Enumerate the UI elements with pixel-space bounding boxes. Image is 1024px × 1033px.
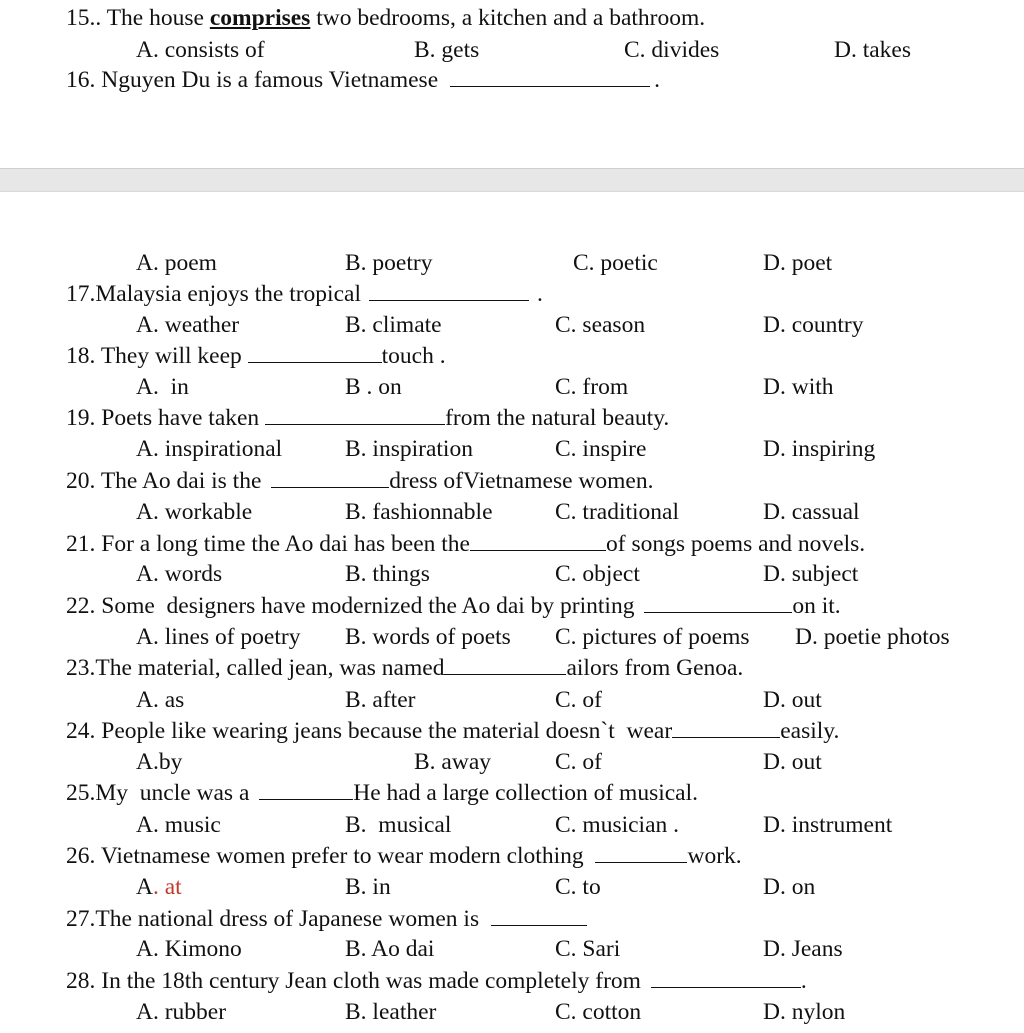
keyword: comprises <box>209 5 311 31</box>
option-22-a[interactable]: A. lines of poetry <box>136 624 301 650</box>
option-24-b[interactable]: B. away <box>414 749 492 775</box>
option-21-b[interactable]: B. things <box>345 561 430 587</box>
option-25-b[interactable]: B. musical <box>345 812 452 838</box>
option-27-b[interactable]: B. Ao dai <box>345 936 435 962</box>
question-19: 19. Poets have taken from the natural beauty. <box>66 405 670 431</box>
answer-blank[interactable] <box>672 719 780 738</box>
question-25: 25.My uncle was a He had a large collection of musical. <box>66 780 699 806</box>
option-28-d[interactable]: D. nylon <box>763 999 846 1025</box>
answer-blank[interactable] <box>644 594 792 613</box>
option-23-c[interactable]: C. of <box>555 687 602 713</box>
option-25-d[interactable]: D. instrument <box>763 812 893 838</box>
answer-blank[interactable] <box>271 469 389 488</box>
option-17-c[interactable]: C. season <box>555 312 646 338</box>
option-20-a[interactable]: A. workable <box>136 499 253 525</box>
question-26: 26. Vietnamese women prefer to wear modern clothing work. <box>66 843 742 869</box>
option-22-b[interactable]: B. words of poets <box>345 624 511 650</box>
answer-blank[interactable] <box>259 781 353 800</box>
option-24-d[interactable]: D. out <box>763 749 822 775</box>
option-19-c[interactable]: C. inspire <box>555 436 647 462</box>
question-15: 15.. The house comprises two bedrooms, a kitchen and a bathroom. <box>66 5 706 31</box>
option-25-a[interactable]: A. music <box>136 812 221 838</box>
option-15-d[interactable]: D. takes <box>834 37 912 63</box>
option-19-b[interactable]: B. inspiration <box>345 436 473 462</box>
option-28-c[interactable]: C. cotton <box>555 999 642 1025</box>
option-16-a[interactable]: A. poem <box>136 250 217 276</box>
option-18-a[interactable]: A. in <box>136 374 189 400</box>
option-18-d[interactable]: D. with <box>763 374 834 400</box>
option-24-c[interactable]: C. of <box>555 749 602 775</box>
option-15-c[interactable]: C. divides <box>624 37 720 63</box>
option-15-b[interactable]: B. gets <box>414 37 480 63</box>
option-23-b[interactable]: B. after <box>345 687 416 713</box>
option-18-b[interactable]: B . on <box>345 374 402 400</box>
option-15-a[interactable]: A. consists of <box>136 37 265 63</box>
answer-blank[interactable] <box>595 844 687 863</box>
option-21-a[interactable]: A. words <box>136 561 223 587</box>
option-27-d[interactable]: D. Jeans <box>763 936 843 962</box>
option-18-c[interactable]: C. from <box>555 374 629 400</box>
option-20-d[interactable]: D. cassual <box>763 499 860 525</box>
question-22: 22. Some designers have modernized the Ao dai by printing on it. <box>66 593 841 619</box>
option-23-d[interactable]: D. out <box>763 687 822 713</box>
option-26-c[interactable]: C. to <box>555 874 601 900</box>
option-20-b[interactable]: B. fashionnable <box>345 499 493 525</box>
option-23-a[interactable]: A. as <box>136 687 185 713</box>
answer-blank[interactable] <box>491 907 587 926</box>
option-22-d[interactable]: D. poetie photos <box>795 624 950 650</box>
question-24: 24. People like wearing jeans because the material doesn`t wear easily. <box>66 718 840 744</box>
answer-blank[interactable] <box>265 406 445 425</box>
option-16-d[interactable]: D. poet <box>763 250 833 276</box>
question-20: 20. The Ao dai is the dress ofVietnamese women. <box>66 468 654 494</box>
option-26-b[interactable]: B. in <box>345 874 391 900</box>
answer-blank[interactable] <box>470 532 606 551</box>
option-24-a[interactable]: A.by <box>136 749 183 775</box>
answer-blank[interactable] <box>651 969 801 988</box>
option-25-c[interactable]: C. musician . <box>555 812 680 838</box>
option-26-d[interactable]: D. on <box>763 874 816 900</box>
option-22-c[interactable]: C. pictures of poems <box>555 624 750 650</box>
option-16-c[interactable]: C. poetic <box>573 250 658 276</box>
answer-blank[interactable] <box>248 344 382 363</box>
option-20-c[interactable]: C. traditional <box>555 499 680 525</box>
answer-blank[interactable] <box>444 656 566 675</box>
option-21-c[interactable]: C. object <box>555 561 640 587</box>
option-28-a[interactable]: A. rubber <box>136 999 227 1025</box>
question-28: 28. In the 18th century Jean cloth was made completely from . <box>66 968 807 994</box>
question-16: 16. Nguyen Du is a famous Vietnamese . <box>66 67 660 93</box>
question-27: 27.The national dress of Japanese women is <box>66 905 587 933</box>
answer-blank[interactable] <box>450 68 650 87</box>
question-23: 23.The material, called jean, was named ailors from Genoa. <box>66 655 744 681</box>
option-17-d[interactable]: D. country <box>763 312 864 338</box>
option-17-b[interactable]: B. climate <box>345 312 442 338</box>
question-17: 17.Malaysia enjoys the tropical . <box>66 281 543 307</box>
answer-blank[interactable] <box>369 282 529 301</box>
option-27-c[interactable]: C. Sari <box>555 936 621 962</box>
option-16-b[interactable]: B. poetry <box>345 250 433 276</box>
option-19-a[interactable]: A. inspirational <box>136 436 283 462</box>
question-18: 18. They will keep touch . <box>66 343 446 369</box>
question-21: 21. For a long time the Ao dai has been the of songs poems and novels. <box>66 531 866 557</box>
option-26-a[interactable]: A. at <box>136 874 182 900</box>
option-21-d[interactable]: D. subject <box>763 561 859 587</box>
option-17-a[interactable]: A. weather <box>136 312 240 338</box>
option-19-d[interactable]: D. inspiring <box>763 436 876 462</box>
page-gap-divider <box>0 168 1024 192</box>
option-28-b[interactable]: B. leather <box>345 999 437 1025</box>
option-27-a[interactable]: A. Kimono <box>136 936 242 962</box>
